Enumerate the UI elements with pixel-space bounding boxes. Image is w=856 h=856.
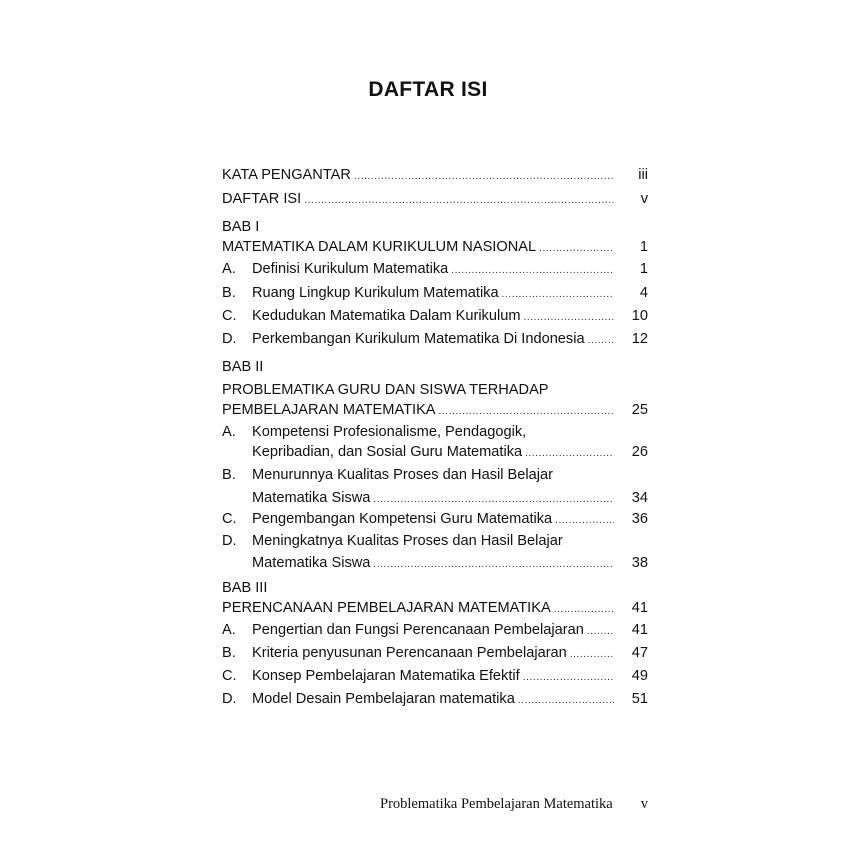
toc-entry-text: Perkembangan Kurikulum Matematika Di Indonesia (252, 331, 585, 347)
toc-entry-bab2-a (222, 422, 648, 464)
toc-entry-text-line1: Meningkatnya Kualitas Proses dan Hasil Belajar (252, 533, 563, 549)
chapter-title: PEMBELAJARAN MATEMATIKA (222, 402, 436, 418)
dot-leader (451, 261, 614, 281)
toc-entry-bab2-d (222, 531, 648, 575)
item-letter: B. (222, 645, 236, 661)
toc-entry-bab1-b (222, 283, 648, 305)
toc-page-number: 41 (631, 622, 648, 638)
dot-leader (354, 167, 614, 187)
toc-entry-text: KATA PENGANTAR (222, 167, 351, 183)
toc-page-number: 25 (631, 402, 648, 418)
chapter-label: BAB III (222, 580, 268, 596)
dot-leader (525, 444, 614, 464)
toc-entry-kata-pengantar (222, 165, 648, 187)
dot-leader (518, 691, 614, 711)
toc-page-number: 51 (631, 691, 648, 707)
toc-chapter-bab-1 (222, 217, 648, 259)
toc-entry-text: Konsep Pembelajaran Matematika Efektif (252, 668, 520, 684)
toc-entry-text: Definisi Kurikulum Matematika (252, 261, 449, 277)
item-letter: C. (222, 308, 237, 324)
chapter-label: BAB I (222, 219, 260, 235)
item-letter: D. (222, 331, 237, 347)
toc-entry-text-line1: Menurunnya Kualitas Proses dan Hasil Belajar (252, 467, 553, 483)
dot-leader (524, 308, 615, 328)
page-title: DAFTAR ISI (368, 78, 488, 101)
dot-leader (570, 645, 614, 665)
toc-entry-bab3-c (222, 666, 648, 688)
dot-leader (588, 331, 614, 351)
dot-leader (554, 600, 614, 620)
toc-entry-daftar-isi (222, 189, 648, 211)
footer-book-title: Problematika Pembelajaran Matematika (380, 796, 613, 812)
toc-page-number: iii (638, 167, 648, 183)
item-letter: A. (222, 261, 236, 277)
dot-leader (304, 191, 614, 211)
dot-leader (373, 490, 614, 510)
chapter-label: BAB II (222, 359, 264, 375)
dot-leader (439, 402, 614, 422)
toc-entry-bab1-d (222, 329, 648, 351)
footer-page-number: v (640, 796, 648, 812)
toc-entry-bab3-b (222, 643, 648, 665)
toc-entry-text: Pengertian dan Fungsi Perencanaan Pembelajaran (252, 622, 584, 638)
toc-entry-text: Pengembangan Kompetensi Guru Matematika (252, 511, 553, 527)
toc-page-number: 34 (631, 490, 648, 506)
toc-page-number: 4 (639, 285, 648, 301)
toc-page-number: 38 (631, 555, 648, 571)
chapter-title-line1: PROBLEMATIKA GURU DAN SISWA TERHADAP (222, 382, 549, 398)
toc-entry-bab2-b (222, 465, 648, 510)
toc-entry-text: Ruang Lingkup Kurikulum Matematika (252, 285, 499, 301)
toc-page-number: 47 (631, 645, 648, 661)
chapter-title: MATEMATIKA DALAM KURIKULUM NASIONAL (222, 239, 537, 255)
item-letter: C. (222, 511, 237, 527)
item-letter: D. (222, 533, 237, 549)
toc-entry-bab3-a (222, 620, 648, 642)
page-footer (0, 796, 648, 813)
item-letter: B. (222, 285, 236, 301)
dot-leader (502, 285, 614, 305)
item-letter: B. (222, 467, 236, 483)
toc-page-number: 49 (631, 668, 648, 684)
item-letter: A. (222, 622, 236, 638)
dot-leader (587, 622, 614, 642)
dot-leader (373, 555, 614, 575)
item-letter: A. (222, 424, 236, 440)
toc-entry-text: Matematika Siswa (252, 555, 371, 571)
toc-entry-bab3-d (222, 689, 648, 711)
chapter-title: PERENCANAAN PEMBELAJARAN MATEMATIKA (222, 600, 551, 616)
toc-entry-text: Kepribadian, dan Sosial Guru Matematika (252, 444, 523, 460)
toc-entry-bab2-c (222, 509, 648, 531)
toc-entry-text: Matematika Siswa (252, 490, 371, 506)
toc-page-number: 1 (639, 261, 648, 277)
toc-entry-bab1-a (222, 259, 648, 281)
toc-entry-text: Model Desain Pembelajaran matematika (252, 691, 515, 707)
toc-page-number: 10 (631, 308, 648, 324)
toc-page-number: 1 (639, 239, 648, 255)
toc-page-number: 41 (631, 600, 648, 616)
toc-page-number: v (640, 191, 648, 207)
dot-leader (555, 511, 614, 531)
item-letter: C. (222, 668, 237, 684)
toc-entry-text: Kriteria penyusunan Perencanaan Pembelajaran (252, 645, 567, 661)
toc-entry-bab1-c (222, 306, 648, 328)
toc-page-number: 26 (631, 444, 648, 460)
toc-chapter-bab-2 (222, 357, 648, 422)
item-letter: D. (222, 691, 237, 707)
toc-page-number: 12 (631, 331, 648, 347)
dot-leader (523, 668, 614, 688)
toc-entry-text: DAFTAR ISI (222, 191, 302, 207)
toc-page-number: 36 (631, 511, 648, 527)
toc-entry-text: Kedudukan Matematika Dalam Kurikulum (252, 308, 521, 324)
toc-entry-text-line1: Kompetensi Profesionalisme, Pendagogik, (252, 424, 527, 440)
toc-chapter-bab-3 (222, 578, 648, 620)
dot-leader (539, 239, 614, 259)
